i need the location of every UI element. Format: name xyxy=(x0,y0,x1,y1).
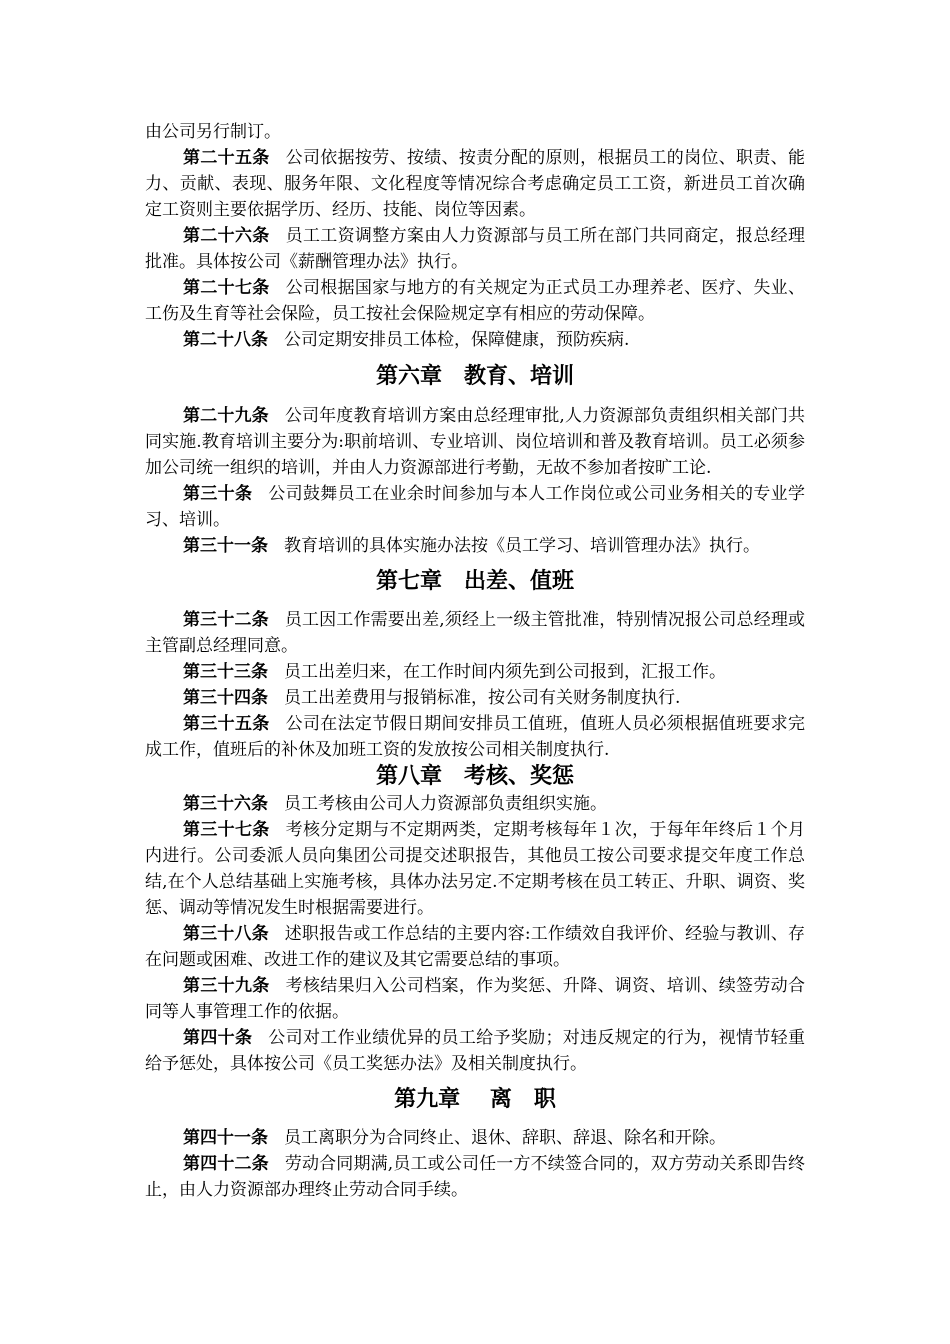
article-text: 员工出差归来，在工作时间内须先到公司报到，汇报工作。 xyxy=(284,662,726,682)
article-32 xyxy=(145,607,805,659)
article-text: 员工离职分为合同终止、退休、辞职、辞退、除名和开除。 xyxy=(284,1128,726,1148)
chapter-7-heading: 第七章 出差、值班 xyxy=(375,569,574,594)
article-number: 第三十四条 xyxy=(183,688,268,708)
article-37 xyxy=(145,817,805,921)
article-31 xyxy=(145,533,805,559)
article-40 xyxy=(145,1025,805,1077)
article-text: 员工考核由公司人力资源部负责组织实施。 xyxy=(284,794,607,814)
article-39 xyxy=(145,973,805,1025)
article-text: 公司在法定节假日期间安排员工值班，值班人员必须根据值班要求完成工作，值班后的补休及加班工资的发放按公司相关制度执行. xyxy=(145,714,806,760)
article-33 xyxy=(145,659,805,685)
article-41 xyxy=(145,1125,805,1151)
article-number: 第三十三条 xyxy=(183,662,268,682)
article-34 xyxy=(145,685,805,711)
article-30 xyxy=(145,481,805,533)
article-text: 考核分定期与不定期两类，定期考核每年１次，于每年年终后１个月内进行。公司委派人员向集团公司提交述职报告，其他员工按公司要求提交年度工作总结,在个人总结基础上实施考核，具体办法另定.不定期考核在员工转正、升职、调资、奖惩、调动等情况发生时根据需要进行。 xyxy=(145,820,806,918)
article-28 xyxy=(145,327,805,353)
article-number: 第三十一条 xyxy=(183,536,268,556)
article-number: 第三十二条 xyxy=(183,610,269,630)
article-27 xyxy=(145,275,805,327)
article-number: 第二十九条 xyxy=(183,406,269,426)
article-text: 公司根据国家与地方的有关规定为正式员工办理养老、医疗、失业、工伤及生育等社会保险，员工按社会保险规定享有相应的劳动保障。 xyxy=(145,278,806,324)
article-number: 第二十八条 xyxy=(183,330,268,350)
article-text: 考核结果归入公司档案，作为奖惩、升降、调资、培训、续签劳动合同等人事管理工作的依据。 xyxy=(145,976,806,1022)
article-number: 第三十七条 xyxy=(183,820,270,840)
article-text: 公司对工作业绩优异的员工给予奖励；对违反规定的行为，视情节轻重给予惩处，具体按公司《员工奖惩办法》及相关制度执行。 xyxy=(145,1028,806,1074)
article-number: 第三十条 xyxy=(183,484,253,504)
article-text: 教育培训的具体实施办法按《员工学习、培训管理办法》执行。 xyxy=(284,536,760,556)
article-number: 第三十六条 xyxy=(183,794,268,814)
article-36 xyxy=(145,791,805,817)
article-26 xyxy=(145,223,805,275)
article-number: 第二十六条 xyxy=(183,226,270,246)
article-38 xyxy=(145,921,805,973)
article-number: 第三十八条 xyxy=(183,924,269,944)
article-25 xyxy=(145,145,805,223)
chapter-8-heading: 第八章 考核、奖惩 xyxy=(375,764,574,789)
article-text: 述职报告或工作总结的主要内容:工作绩效自我评价、经验与教训、存在问题或困难、改进工作的建议及其它需要总结的事项。 xyxy=(145,924,806,970)
article-text: 公司依据按劳、按绩、按责分配的原则，根据员工的岗位、职责、能力、贡献、表现、服务年限、文化程度等情况综合考虑确定员工工资，新进员工首次确定工资则主要依据学历、经历、技能、岗位等因素。 xyxy=(145,148,806,220)
article-number: 第二十五条 xyxy=(183,148,270,168)
article-42 xyxy=(145,1151,805,1203)
article-text: 公司年度教育培训方案由总经理审批,人力资源部负责组织相关部门共同实施.教育培训主要分为:职前培训、专业培训、岗位培训和普及教育培训。员工必须参加公司统一组织的培训，并由人力资源部进行考勤，无故不参加者按旷工论. xyxy=(145,406,806,478)
article-number: 第四十二条 xyxy=(183,1154,269,1174)
article-35 xyxy=(145,711,805,763)
article-text: 员工因工作需要出差,须经上一级主管批准，特别情况报公司总经理或主管副总经理同意。 xyxy=(145,610,806,656)
chapter-9-heading: 第九章 离 职 xyxy=(394,1087,556,1112)
document-body xyxy=(145,119,805,1203)
article-number: 第四十条 xyxy=(183,1028,253,1048)
article-text: 员工出差费用与报销标准，按公司有关财务制度执行. xyxy=(284,688,681,708)
article-29 xyxy=(145,403,805,481)
article-text: 公司定期安排员工体检，保障健康，预防疾病. xyxy=(284,330,630,350)
article-number: 第二十七条 xyxy=(183,278,270,298)
article-text: 公司鼓舞员工在业余时间参加与本人工作岗位或公司业务相关的专业学习、培训。 xyxy=(145,484,806,530)
article-number: 第三十五条 xyxy=(183,714,270,734)
article-number: 第三十九条 xyxy=(183,976,270,996)
chapter-6-heading: 第六章 教育、培训 xyxy=(375,364,574,389)
article-text: 员工工资调整方案由人力资源部与员工所在部门共同商定，报总经理批准。具体按公司《薪酬管理办法》执行。 xyxy=(145,226,806,272)
article-text: 劳动合同期满,员工或公司任一方不续签合同的，双方劳动关系即告终止，由人力资源部办理终止劳动合同手续。 xyxy=(145,1154,806,1200)
intro-text: 由公司另行制订。 xyxy=(145,122,281,142)
article-number: 第四十一条 xyxy=(183,1128,268,1148)
